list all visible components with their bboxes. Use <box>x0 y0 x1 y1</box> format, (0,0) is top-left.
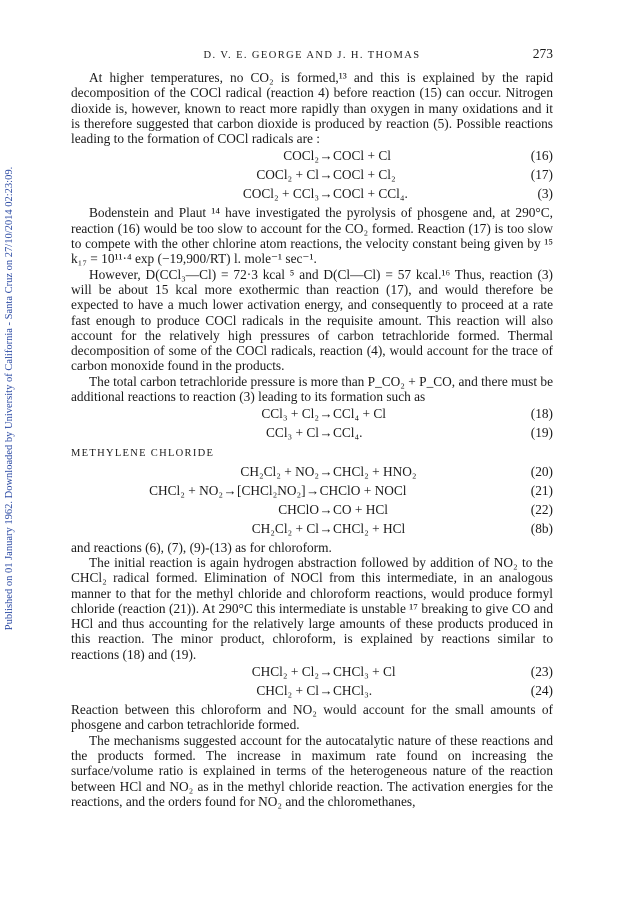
equation-20 <box>71 464 553 481</box>
equation-8b <box>71 521 553 538</box>
equation-24-number: (24) <box>530 683 553 699</box>
equation-18-lhs: CCl₃ + Cl₂ <box>261 406 319 422</box>
equation-19-lhs: CCl₃ + Cl <box>266 425 319 441</box>
reaction-arrow: → <box>319 186 333 202</box>
equation-3 <box>71 186 553 203</box>
paragraph-initial-reaction: The initial reaction is again hydrogen abstraction followed by addition of NO₂ to the CHCl₂ radical formed. Elimination of NOCl from this intermediate, in an analogous manner to that for the methyl chloride and chloroform reactions, would produce formyl chloride (reaction (21)). At 290°C this intermediate is unstable ¹⁷ breaking to give CO and HCl and thus accounting for the relatively large amounts of these products produced in this reaction. The minor product, chloroform, is explained by reactions similar to reactions (18) and (19). <box>71 554 553 662</box>
equation-23-rhs: CHCl₃ + Cl <box>333 664 396 680</box>
equation-17-rhs: COCl + Cl₂ <box>333 167 396 183</box>
equation-22 <box>71 502 553 519</box>
equation-18-number: (18) <box>530 406 553 422</box>
paragraph-co2-formation: At higher temperatures, no CO₂ is formed,¹³ and this is explained by the rapid decomposition of the COCl radical (reaction 4) before reaction (15) can occur. Nitrogen dioxide is, however, known to react more rapidly than oxygen in many oxidations and it is therefore suggested that carbon dioxide is produced by reaction (5). Possible reactions leading to the formation of COCl radicals are : <box>71 70 553 147</box>
equation-24-rhs: CHCl₃. <box>333 683 373 699</box>
reaction-arrow: → <box>319 148 333 164</box>
equation-21-intermediate: [CHCl₂NO₂] <box>237 482 306 498</box>
equation-22-number: (22) <box>530 501 553 517</box>
equation-16-number: (16) <box>530 148 553 164</box>
equation-23-lhs: CHCl₂ + Cl₂ <box>251 664 319 680</box>
equation-24-lhs: CHCl₂ + Cl <box>256 683 319 699</box>
running-header <box>71 48 553 64</box>
download-notice <box>2 88 18 708</box>
equation-17 <box>71 167 553 184</box>
paragraph-mechanisms: The mechanisms suggested account for the autocatalytic nature of these reactions and the products formed. The increase in maximum rate found on increasing the surface/volume ratio is explained in terms of the heterogeneous nature of the reaction between HCl and NO₂ as in the methyl chloride reaction. The activation energies for the reactions, and the orders found for NO₂ and the chloromethanes, <box>71 732 553 809</box>
equation-20-rhs: CHCl₂ + HNO₂ <box>333 463 417 479</box>
section-heading: METHYLENE CHLORIDE <box>71 448 215 460</box>
equation-16 <box>71 148 553 165</box>
equation-17-number: (17) <box>530 167 553 183</box>
equation-23 <box>71 664 553 681</box>
reaction-arrow: → <box>319 406 333 422</box>
equation-22-rhs: CO + HCl <box>333 501 388 517</box>
equation-16-lhs: COCl₂ <box>283 148 319 164</box>
reaction-arrow: → <box>305 482 320 498</box>
journal-page <box>71 48 553 809</box>
paragraph-reactions-as-chloroform: and reactions (6), (7), (9)-(13) as for chloroform. <box>71 539 332 555</box>
reaction-arrow: → <box>319 501 333 517</box>
equation-8b-rhs: CHCl₂ + HCl <box>333 520 406 536</box>
equation-3-lhs: COCl₂ + CCl₃ <box>242 186 319 202</box>
running-header-authors: D. V. E. GEORGE AND J. H. THOMAS <box>203 50 421 61</box>
page-number: 273 <box>532 46 553 61</box>
reaction-arrow: → <box>319 664 333 680</box>
equation-21-number: (21) <box>530 482 553 498</box>
equation-21 <box>71 483 553 500</box>
equation-20-number: (20) <box>530 463 553 479</box>
paragraph-phosgene-pyrolysis: Bodenstein and Plaut ¹⁴ have investigated the pyrolysis of phosgene and, at 290°C, reaction (16) would be too slow to account for the CO₂ formed. Reaction (17) is too slow to compete with the other chlorine atom reactions, the velocity constant being given by ¹⁵ k₁₇ = 10¹¹·⁴ exp (−19,900/RT) l. mole⁻¹ sec⁻¹. <box>71 205 553 267</box>
reaction-arrow: → <box>319 425 333 441</box>
paragraph-bond-energies: However, D(CCl₃—Cl) = 72·3 kcal ⁵ and D(Cl—Cl) = 57 kcal.¹⁶ Thus, reaction (3) will be about 15 kcal more exothermic than reaction (17), and would therefore be expected to have a much lower activation energy, and consequently to proceed at a rate fast enough to produce COCl radicals in the requisite amount. This reaction will also account for the relatively high pressures of carbon tetrachloride formed. Thermal decomposition of some of the COCl radicals, reaction (4), would account for the trace of carbon monoxide found in the products. <box>71 266 553 374</box>
paragraph-ccl4-pressure: The total carbon tetrachloride pressure is more than P_CO₂ + P_CO, and there must be additional reactions to reaction (3) leading to its formation such as <box>71 373 553 405</box>
equation-22-lhs: CHClO <box>278 501 319 517</box>
equation-19 <box>71 425 553 442</box>
reaction-arrow: → <box>319 167 333 183</box>
equation-16-rhs: COCl + Cl <box>333 148 391 164</box>
equation-21-rhs: CHClO + NOCl <box>319 482 407 498</box>
reaction-arrow: → <box>223 482 237 498</box>
equation-23-number: (23) <box>530 664 553 680</box>
equation-19-rhs: CCl₄. <box>333 425 363 441</box>
equation-18-rhs: CCl₄ + Cl <box>333 406 386 422</box>
paragraph-chloroform-no2: Reaction between this chloroform and NO₂ would account for the small amounts of phosgene and carbon tetrachloride formed. <box>71 702 553 733</box>
download-notice-text: Published on 01 January 1962. Downloaded by University of California - Santa Cruz on 27/10/2014 02:23:09. <box>4 166 16 630</box>
reaction-arrow: → <box>319 463 333 479</box>
equation-17-lhs: COCl₂ + Cl <box>256 167 319 183</box>
equation-18 <box>71 406 553 423</box>
equation-3-number: (3) <box>537 186 553 202</box>
equation-19-number: (19) <box>530 425 553 441</box>
equation-3-rhs: COCl + CCl₄. <box>333 186 408 202</box>
equation-8b-number: (8b) <box>530 520 553 536</box>
equation-24 <box>71 683 553 700</box>
equation-21-lhs: CHCl₂ + NO₂ <box>149 482 223 498</box>
equation-20-lhs: CH₂Cl₂ + NO₂ <box>240 463 319 479</box>
equation-8b-lhs: CH₂Cl₂ + Cl <box>251 520 319 536</box>
reaction-arrow: → <box>319 520 333 536</box>
reaction-arrow: → <box>319 683 333 699</box>
